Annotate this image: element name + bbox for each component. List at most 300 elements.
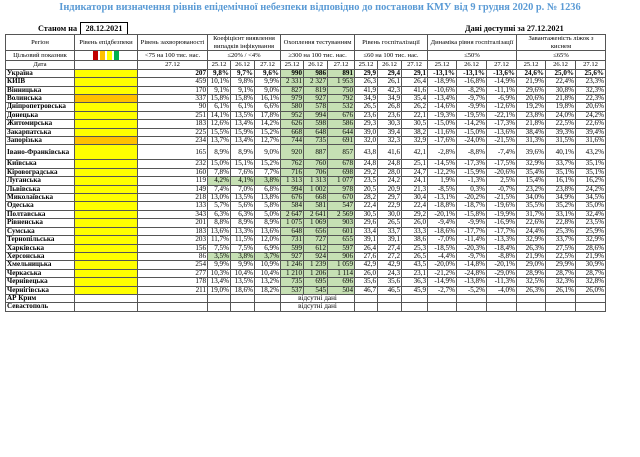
dyn-value: -9,7% bbox=[457, 252, 487, 260]
header-morbidity: Рівень захворюваності bbox=[138, 35, 208, 51]
det-value bbox=[208, 303, 231, 311]
empty-cell bbox=[428, 294, 457, 302]
empty-cell bbox=[546, 294, 576, 302]
header-row bbox=[6, 35, 606, 51]
bed-value: 31,6% bbox=[576, 137, 606, 145]
dyn-value: -19,6% bbox=[487, 202, 517, 210]
tst-value: 599 bbox=[281, 244, 304, 252]
det-value: 15,9% bbox=[231, 128, 255, 136]
bed-value: 25,0% bbox=[546, 69, 576, 77]
hos-value: 42,9 bbox=[355, 261, 378, 269]
region-name: Сумська bbox=[6, 227, 75, 235]
dyn-value: -13,6% bbox=[487, 69, 517, 77]
det-value: 9,0% bbox=[255, 145, 281, 160]
level-cell bbox=[75, 210, 138, 218]
tst-value: 504 bbox=[328, 286, 355, 294]
hos-value: 29,9 bbox=[355, 69, 378, 77]
bed-value: 23,8% bbox=[517, 111, 546, 119]
det-value: 13,4% bbox=[231, 137, 255, 145]
tst-value: 891 bbox=[328, 69, 355, 77]
det-value: 9,1% bbox=[208, 86, 231, 94]
tst-value: 762 bbox=[281, 160, 304, 168]
region-name: Миколаївська bbox=[6, 194, 75, 202]
empty-cell bbox=[355, 294, 378, 302]
region-name: АР Крим bbox=[6, 294, 75, 302]
dyn-value: -17,7% bbox=[457, 227, 487, 235]
table-row bbox=[6, 137, 606, 145]
dyn-value: -24,0% bbox=[457, 137, 487, 145]
det-value: 6,8% bbox=[255, 185, 281, 193]
hos-value: 39,1 bbox=[355, 236, 378, 244]
tst-value: 819 bbox=[304, 86, 328, 94]
det-value: 13,2% bbox=[255, 278, 281, 286]
tst-value: 648 bbox=[304, 128, 328, 136]
target-colors bbox=[75, 51, 138, 61]
date-cell: 26.12 bbox=[546, 61, 576, 70]
hos-value: 29,2 bbox=[355, 168, 378, 176]
dyn-value: -18,9% bbox=[428, 78, 457, 86]
morbidity-value bbox=[138, 294, 208, 302]
dyn-value: -11,6% bbox=[428, 128, 457, 136]
bed-value: 23,2% bbox=[517, 185, 546, 193]
hos-value: 32,9 bbox=[402, 137, 428, 145]
table-row bbox=[6, 269, 606, 277]
region-name: Одеська bbox=[6, 202, 75, 210]
dyn-value: -4,4% bbox=[428, 252, 457, 260]
hos-value: 26,4 bbox=[402, 78, 428, 86]
det-value: 9,6% bbox=[255, 69, 281, 77]
no-data-cell: відсутні дані bbox=[281, 294, 355, 302]
dyn-value: -21,2% bbox=[428, 269, 457, 277]
tst-value: 887 bbox=[304, 145, 328, 160]
tst-value: 601 bbox=[328, 227, 355, 235]
bed-value: 20,6% bbox=[576, 103, 606, 111]
det-value: 3,5% bbox=[208, 252, 231, 260]
det-value bbox=[231, 303, 255, 311]
bed-value: 16,2% bbox=[576, 177, 606, 185]
det-value: 13,3% bbox=[231, 227, 255, 235]
empty-cell bbox=[517, 294, 546, 302]
region-name: Дніпропетровська bbox=[6, 103, 75, 111]
tst-value: 706 bbox=[304, 168, 328, 176]
date-cell: 26.12 bbox=[457, 61, 487, 70]
det-value: 6,3% bbox=[231, 210, 255, 218]
hos-value: 26,1 bbox=[378, 78, 402, 86]
level-cell bbox=[75, 219, 138, 227]
empty-cell bbox=[457, 303, 487, 311]
tst-value: 716 bbox=[281, 168, 304, 176]
target-color-chip bbox=[100, 51, 105, 60]
bed-value: 31,3% bbox=[517, 137, 546, 145]
det-value: 6,1% bbox=[231, 103, 255, 111]
bed-value: 25,3% bbox=[546, 227, 576, 235]
det-value bbox=[255, 303, 281, 311]
date-row bbox=[6, 61, 606, 70]
dyn-value: -12,2% bbox=[428, 168, 457, 176]
level-cell bbox=[75, 278, 138, 286]
bed-value: 33,7% bbox=[546, 160, 576, 168]
det-value: 3,7% bbox=[255, 252, 281, 260]
date-cell: 25.12 bbox=[428, 61, 457, 70]
morbidity-value: 149 bbox=[138, 185, 208, 193]
hos-value: 22,4 bbox=[402, 202, 428, 210]
hos-value: 34,9 bbox=[355, 95, 378, 103]
dyn-value: -9,9% bbox=[457, 103, 487, 111]
hos-value: 42,1 bbox=[402, 145, 428, 160]
region-name: Рівненська bbox=[6, 219, 75, 227]
det-value: 9,1% bbox=[231, 86, 255, 94]
tst-value: 924 bbox=[304, 252, 328, 260]
tst-value: 580 bbox=[281, 103, 304, 111]
hos-value: 43,5 bbox=[402, 261, 428, 269]
dyn-value: -21,5% bbox=[487, 137, 517, 145]
bed-value: 22,4% bbox=[546, 78, 576, 86]
tst-value: 735 bbox=[281, 278, 304, 286]
bed-value: 26,3% bbox=[517, 244, 546, 252]
morbidity-value: 225 bbox=[138, 128, 208, 136]
data-availability-note: Дані доступні за 27.12.2021 bbox=[465, 24, 564, 33]
level-cell bbox=[75, 69, 138, 77]
morbidity-value: 211 bbox=[138, 286, 208, 294]
morbidity-value: 90 bbox=[138, 103, 208, 111]
tst-value: 1 077 bbox=[328, 177, 355, 185]
det-value: 9,7% bbox=[231, 69, 255, 77]
target-dynamics: ≤50% bbox=[428, 51, 517, 61]
det-value: 14,2% bbox=[255, 120, 281, 128]
bed-value: 22,6% bbox=[517, 219, 546, 227]
morbidity-value: 133 bbox=[138, 202, 208, 210]
bed-value: 23,8% bbox=[546, 185, 576, 193]
det-value: 12,6% bbox=[208, 120, 231, 128]
hos-value: 41,9 bbox=[355, 86, 378, 94]
date-morbidity: 27.12 bbox=[138, 61, 208, 70]
level-cell bbox=[75, 202, 138, 210]
target-label: Цільовий показник bbox=[6, 51, 75, 61]
target-testing: ≥300 на 100 тис. нас. bbox=[281, 51, 355, 61]
det-value: 7,5% bbox=[231, 244, 255, 252]
bed-value: 34,5% bbox=[576, 194, 606, 202]
bed-value: 32,9% bbox=[517, 236, 546, 244]
dyn-value: -20,1% bbox=[487, 261, 517, 269]
table-row bbox=[6, 210, 606, 218]
hos-value: 24,7 bbox=[402, 168, 428, 176]
dyn-value: -15,0% bbox=[457, 128, 487, 136]
det-value: 9,8% bbox=[231, 78, 255, 86]
bed-value: 28,7% bbox=[546, 269, 576, 277]
bed-value: 23,5% bbox=[576, 219, 606, 227]
bed-value: 21,9% bbox=[517, 78, 546, 86]
dyn-value: -18,7% bbox=[457, 202, 487, 210]
hos-value: 22,4 bbox=[355, 202, 378, 210]
header-testing: Охоплення тестуванням bbox=[281, 35, 355, 51]
det-value: 3,8% bbox=[255, 177, 281, 185]
hos-value: 20,5 bbox=[355, 185, 378, 193]
table-row bbox=[6, 160, 606, 168]
hos-value: 45,9 bbox=[402, 286, 428, 294]
tst-value: 727 bbox=[304, 236, 328, 244]
tst-value: 903 bbox=[328, 219, 355, 227]
tst-value: 2 641 bbox=[304, 210, 328, 218]
dyn-value: -15,0% bbox=[428, 120, 457, 128]
dyn-value: -29,0% bbox=[487, 269, 517, 277]
bed-value: 34,9% bbox=[546, 194, 576, 202]
date-cell: 27.12 bbox=[402, 61, 428, 70]
hos-value: 26,0 bbox=[355, 269, 378, 277]
table-row bbox=[6, 120, 606, 128]
hos-value: 29,3 bbox=[355, 120, 378, 128]
hos-value: 33,4 bbox=[355, 227, 378, 235]
dyn-value: -18,4% bbox=[487, 244, 517, 252]
morbidity-value: 183 bbox=[138, 227, 208, 235]
empty-cell bbox=[378, 303, 402, 311]
tst-value: 676 bbox=[281, 194, 304, 202]
region-name: КИЇВ bbox=[6, 78, 75, 86]
dyn-value: -11,1% bbox=[487, 86, 517, 94]
hos-value: 24,8 bbox=[378, 160, 402, 168]
hos-value: 26,0 bbox=[402, 219, 428, 227]
hos-value: 38,6 bbox=[402, 236, 428, 244]
header-hosp: Рівень госпіталізації bbox=[355, 35, 428, 51]
det-value: 13,0% bbox=[208, 194, 231, 202]
level-cell bbox=[75, 227, 138, 235]
tst-value: 1 239 bbox=[304, 261, 328, 269]
tst-value: 2 331 bbox=[281, 78, 304, 86]
region-name: Івано-Франківська bbox=[6, 145, 75, 160]
dyn-value: -20,3% bbox=[457, 244, 487, 252]
tst-value: 857 bbox=[328, 145, 355, 160]
date-cell: 27.12 bbox=[576, 61, 606, 70]
dyn-value: -13,4% bbox=[428, 95, 457, 103]
region-name: Чернівецька bbox=[6, 278, 75, 286]
bed-value: 20,6% bbox=[517, 95, 546, 103]
table-row bbox=[6, 95, 606, 103]
table-row bbox=[6, 177, 606, 185]
target-row bbox=[6, 51, 606, 61]
bed-value: 43,2% bbox=[576, 145, 606, 160]
table-row bbox=[6, 185, 606, 193]
header-dynamics: Динаміка рівня госпіталізації bbox=[428, 35, 517, 51]
hos-value: 29,2 bbox=[402, 210, 428, 218]
det-value: 7,8% bbox=[208, 168, 231, 176]
dyn-value: -11,4% bbox=[457, 236, 487, 244]
tst-value: 1 002 bbox=[304, 185, 328, 193]
morbidity-value: 201 bbox=[138, 219, 208, 227]
dyn-value: -14,6% bbox=[428, 103, 457, 111]
det-value: 15,8% bbox=[231, 95, 255, 103]
hos-value: 29,6 bbox=[355, 219, 378, 227]
tst-value: 670 bbox=[328, 194, 355, 202]
tst-value: 927 bbox=[304, 95, 328, 103]
hos-value: 21,3 bbox=[402, 185, 428, 193]
table-body bbox=[6, 35, 606, 312]
hos-value: 30,4 bbox=[402, 194, 428, 202]
tst-value: 691 bbox=[328, 137, 355, 145]
dyn-value: -14,2% bbox=[457, 120, 487, 128]
dyn-value: -14,5% bbox=[428, 160, 457, 168]
det-value: 13,4% bbox=[231, 120, 255, 128]
bed-value: 31,7% bbox=[517, 210, 546, 218]
hos-value: 24,3 bbox=[378, 269, 402, 277]
det-value: 16,1% bbox=[255, 95, 281, 103]
state-date: 28.12.2021 bbox=[80, 22, 128, 35]
hos-value: 22,9 bbox=[378, 202, 402, 210]
tst-value: 750 bbox=[328, 86, 355, 94]
det-value: 12,7% bbox=[255, 137, 281, 145]
dyn-value: -15,9% bbox=[457, 168, 487, 176]
bed-value: 27,5% bbox=[546, 244, 576, 252]
empty-cell bbox=[546, 303, 576, 311]
tst-value: 1 059 bbox=[328, 261, 355, 269]
tst-value: 986 bbox=[304, 69, 328, 77]
hos-value: 30,5 bbox=[355, 210, 378, 218]
dyn-value: -19,5% bbox=[457, 111, 487, 119]
hos-value: 25,1 bbox=[402, 160, 428, 168]
hos-value: 39,0 bbox=[355, 128, 378, 136]
bed-value: 19,8% bbox=[546, 103, 576, 111]
dyn-value: 2,5% bbox=[487, 177, 517, 185]
det-value: 10,3% bbox=[208, 269, 231, 277]
hos-value: 23,6 bbox=[378, 111, 402, 119]
dyn-value: -16,9% bbox=[487, 219, 517, 227]
bed-value: 22,6% bbox=[576, 120, 606, 128]
morbidity-value: 156 bbox=[138, 244, 208, 252]
hos-value: 30,0 bbox=[378, 210, 402, 218]
dyn-value: -4,0% bbox=[487, 286, 517, 294]
det-value: 13,5% bbox=[231, 278, 255, 286]
empty-cell bbox=[576, 303, 606, 311]
hos-value: 26,8 bbox=[378, 103, 402, 111]
tst-value: 1 069 bbox=[304, 219, 328, 227]
det-value: 15,8% bbox=[208, 95, 231, 103]
date-cell: 27.12 bbox=[487, 61, 517, 70]
date-label: Дата bbox=[6, 61, 75, 70]
dyn-value: -21,5% bbox=[487, 194, 517, 202]
det-value: 9,8% bbox=[208, 69, 231, 77]
bed-value: 35,4% bbox=[517, 168, 546, 176]
bed-value: 32,5% bbox=[517, 278, 546, 286]
bed-value: 39,6% bbox=[517, 145, 546, 160]
header-region: Регіон bbox=[6, 35, 75, 51]
tst-value: 537 bbox=[281, 286, 304, 294]
target-color-chip bbox=[114, 51, 119, 60]
tst-value: 678 bbox=[328, 160, 355, 168]
tst-value: 655 bbox=[328, 236, 355, 244]
hos-value: 23,5 bbox=[355, 177, 378, 185]
bed-value: 22,8% bbox=[546, 219, 576, 227]
bed-value: 32,8% bbox=[576, 278, 606, 286]
date-cell: 26.12 bbox=[231, 61, 255, 70]
tst-value: 547 bbox=[328, 202, 355, 210]
dyn-value: -18,8% bbox=[428, 202, 457, 210]
region-name: Севастополь bbox=[6, 303, 75, 311]
hos-value: 33,7 bbox=[378, 227, 402, 235]
target-detection: ≤20% / <4% bbox=[208, 51, 281, 61]
det-value: 18,6% bbox=[231, 286, 255, 294]
hos-value: 29,1 bbox=[402, 69, 428, 77]
det-value: 9,0% bbox=[255, 86, 281, 94]
det-value: 19,0% bbox=[208, 286, 231, 294]
tst-value: 735 bbox=[304, 137, 328, 145]
det-value: 15,1% bbox=[231, 160, 255, 168]
det-value: 8,9% bbox=[231, 219, 255, 227]
dyn-value: -6,9% bbox=[487, 95, 517, 103]
bed-value: 24,6% bbox=[517, 69, 546, 77]
region-name: Запорізька bbox=[6, 137, 75, 145]
dyn-value: -13,1% bbox=[428, 69, 457, 77]
hos-value: 25,3 bbox=[402, 244, 428, 252]
bed-value: 24,2% bbox=[576, 111, 606, 119]
bed-value: 26,3% bbox=[517, 286, 546, 294]
dyn-value: -20,2% bbox=[457, 194, 487, 202]
det-value: 9,9% bbox=[231, 261, 255, 269]
hos-value: 27,6 bbox=[355, 252, 378, 260]
table-row bbox=[6, 103, 606, 111]
det-value: 8,9% bbox=[208, 145, 231, 160]
bed-value: 31,5% bbox=[546, 137, 576, 145]
target-color-chip bbox=[93, 51, 98, 60]
dyn-value: -7,0% bbox=[428, 236, 457, 244]
morbidity-value: 459 bbox=[138, 78, 208, 86]
dyn-value: -15,8% bbox=[457, 210, 487, 218]
dyn-value: -22,1% bbox=[487, 111, 517, 119]
det-value: 5,0% bbox=[255, 210, 281, 218]
hos-value: 28,2 bbox=[355, 194, 378, 202]
tst-value: 626 bbox=[281, 120, 304, 128]
level-cell bbox=[75, 111, 138, 119]
hos-value: 23,6 bbox=[355, 111, 378, 119]
table-row bbox=[6, 227, 606, 235]
det-value: 15,0% bbox=[208, 160, 231, 168]
tst-value: 656 bbox=[304, 227, 328, 235]
tst-value: 698 bbox=[328, 168, 355, 176]
dyn-value: -5,2% bbox=[457, 286, 487, 294]
region-name: Кіровоградська bbox=[6, 168, 75, 176]
det-value: 13,5% bbox=[231, 194, 255, 202]
tst-value: 2 647 bbox=[281, 210, 304, 218]
dyn-value: -14,9% bbox=[487, 78, 517, 86]
region-name: Тернопільська bbox=[6, 236, 75, 244]
region-name: Донецька bbox=[6, 111, 75, 119]
dyn-value: -17,3% bbox=[487, 120, 517, 128]
bed-value: 38,4% bbox=[517, 128, 546, 136]
dyn-value: -1,3% bbox=[457, 177, 487, 185]
date-cell: 26.12 bbox=[378, 61, 402, 70]
empty-cell bbox=[402, 303, 428, 311]
table-row-no-data bbox=[6, 294, 606, 302]
det-value: 5,6% bbox=[231, 202, 255, 210]
bed-value: 35,0% bbox=[576, 202, 606, 210]
tst-value: 676 bbox=[328, 111, 355, 119]
bed-value: 22,5% bbox=[546, 252, 576, 260]
level-cell bbox=[75, 303, 138, 311]
level-cell bbox=[75, 103, 138, 111]
dyn-value: -16,8% bbox=[457, 78, 487, 86]
bed-value: 21,8% bbox=[517, 120, 546, 128]
morbidity-value: 277 bbox=[138, 269, 208, 277]
tst-value: 581 bbox=[304, 202, 328, 210]
dyn-value: -13,3% bbox=[487, 236, 517, 244]
tst-value: 731 bbox=[281, 236, 304, 244]
bed-value: 25,9% bbox=[576, 227, 606, 235]
tst-value: 597 bbox=[328, 244, 355, 252]
bed-value: 19,2% bbox=[517, 103, 546, 111]
table-row bbox=[6, 219, 606, 227]
hos-value: 29,4 bbox=[378, 69, 402, 77]
det-value: 13,4% bbox=[208, 278, 231, 286]
hos-value: 20,9 bbox=[378, 185, 402, 193]
tst-value: 1 246 bbox=[281, 261, 304, 269]
det-value: 6,9% bbox=[255, 244, 281, 252]
